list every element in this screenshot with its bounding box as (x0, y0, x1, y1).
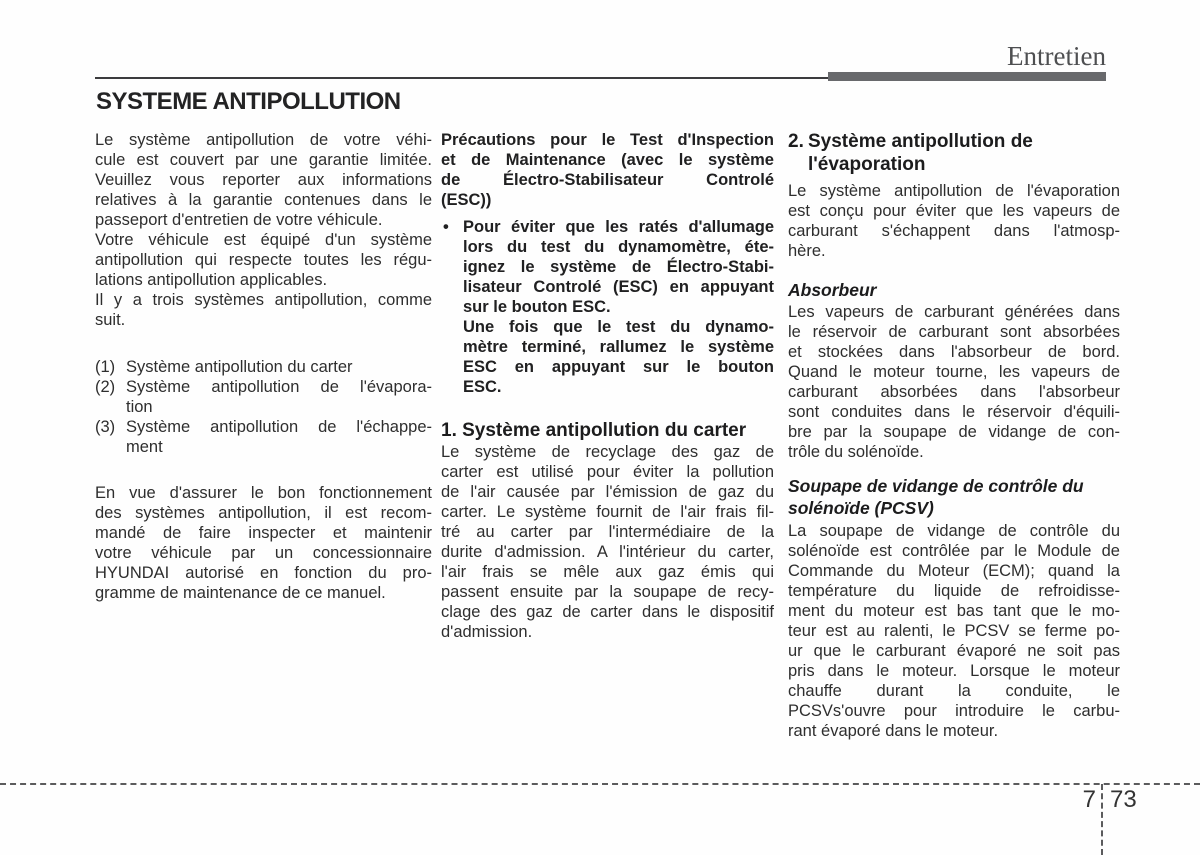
page-number: 73 (1110, 786, 1137, 813)
bullet-text (463, 217, 774, 317)
text-line: PCSVs'ouvre pour introduire le carbu- (788, 702, 1120, 720)
text-line: teur est au ralenti, le PCSV se ferme po- (788, 622, 1120, 640)
precaution-continuation (441, 317, 774, 397)
text-line: Quand le moteur tourne, les vapeurs de (788, 363, 1120, 381)
paragraph-recommendation (95, 483, 432, 603)
text-line: Veuillez vous reporter aux informations (95, 171, 432, 189)
section-number: 2. (788, 131, 804, 152)
text-line: et stockées dans l'absorbeur de bord. (788, 343, 1120, 361)
paragraph-warranty (95, 130, 432, 230)
text-line: chauffe durant la conduite, le (788, 682, 1120, 700)
section-heading-text (808, 130, 1120, 176)
column-right (788, 130, 1120, 741)
text-line: pris dans le moteur. Lorsque le moteur (788, 662, 1120, 680)
text-line: sur le bouton ESC. (463, 298, 611, 316)
text-line: ment (126, 438, 163, 456)
text-line: Votre véhicule est équipé d'un système (95, 231, 432, 249)
list-item-text (126, 377, 432, 417)
text-line: bre par la soupape de vidange de con- (788, 423, 1120, 441)
text-line: Le système antipollution de votre véhi- (95, 131, 432, 149)
text-line: Soupape de vidange de contrôle du (788, 476, 1084, 496)
text-line: Les vapeurs de carburant générées dans (788, 303, 1120, 321)
text-line: Précautions pour le Test d'Inspection (441, 131, 774, 149)
text-line: La soupape de vidange de contrôle du (788, 522, 1120, 540)
text-line: l'évaporation (808, 154, 926, 175)
pcsv-subheading (788, 475, 1120, 519)
text-line: (ESC)) (441, 191, 492, 209)
section-2-intro (788, 181, 1120, 261)
text-line: Système antipollution de l'échappe- (126, 418, 432, 436)
list-item-text (126, 357, 432, 377)
text-line: carburant s'échappent dans l'atmosp- (788, 222, 1120, 240)
paragraph-equipment (95, 230, 432, 290)
section-2-heading (788, 130, 1120, 176)
text-line: ur que le carburant évaporé ne soit pas (788, 642, 1120, 660)
text-line: ESC en appuyant sur le bouton (463, 358, 774, 376)
header-accent-bar (828, 72, 1106, 81)
text-line: température du liquide de refroidisse- (788, 582, 1120, 600)
text-line: Système antipollution de l'évapora- (126, 378, 432, 396)
text-line: tré au carter par l'intermédiaire de la (441, 523, 774, 541)
text-line: solénoïde est contrôlée par le Module de (788, 542, 1120, 560)
column-center (441, 130, 774, 642)
text-line: Le système de recyclage des gaz de (441, 443, 774, 461)
text-line: lors du test du dynamomètre, éte- (463, 238, 774, 256)
absorbeur-body (788, 302, 1120, 462)
list-marker: (2) (95, 378, 116, 396)
text-line: relatives à la garantie contenues dans le (95, 191, 432, 209)
text-line: En vue d'assurer le bon fonctionnement (95, 484, 432, 502)
precautions-heading (441, 130, 774, 210)
antipollution-systems-list (95, 357, 432, 457)
text-line: clage des gaz de carter dans le dispositif (441, 603, 774, 621)
text-line: le réservoir de carburant sont absorbées (788, 323, 1120, 341)
column-left (95, 130, 432, 603)
text-line: ment du moteur est bas tant que le mo- (788, 602, 1120, 620)
list-item-text (126, 417, 432, 457)
text-line: antipollution qui respecte toutes les régu- (95, 251, 432, 269)
text-line: lations antipollution applicables. (95, 271, 328, 289)
page-title: SYSTEME ANTIPOLLUTION (96, 88, 401, 115)
list-item-3 (95, 417, 432, 457)
text-line: et de Maintenance (avec le système (441, 151, 774, 169)
list-item-1 (95, 357, 432, 377)
bullet-marker: • (443, 218, 449, 236)
chapter-number: 7 (1082, 786, 1096, 813)
list-item-2 (95, 377, 432, 417)
footer-dashed-divider (1101, 784, 1103, 855)
text-line: votre véhicule par un concessionnaire (95, 544, 432, 562)
text-line: carter est utilisé pour éviter la pollution (441, 463, 774, 481)
absorbeur-subheading: Absorbeur (788, 280, 877, 300)
text-line: mandé de faire inspecter et maintenir (95, 524, 432, 542)
section-1-heading: 1. Système antipollution du carter (441, 420, 747, 441)
text-line: passeport d'entretien de votre véhicule. (95, 211, 383, 229)
text-line: de l'air causée par l'émission de gaz du (441, 483, 774, 501)
text-line: est conçu pour éviter que les vapeurs de (788, 202, 1120, 220)
text-line: de Électro-Stabilisateur Controlé (441, 171, 774, 189)
text-line: trôle du solénoïde. (788, 443, 924, 461)
header-section-label: Entretien (1007, 41, 1106, 71)
precaution-bullet-item (441, 217, 774, 317)
footer-dashed-rule (0, 783, 1200, 785)
text-line: carburant absorbées dans l'absorbeur (788, 383, 1120, 401)
text-line: gramme de maintenance de ce manuel. (95, 584, 386, 602)
text-line: Système antipollution de (808, 131, 1033, 152)
section-1-body (441, 442, 774, 642)
text-line: ESC. (463, 378, 502, 396)
text-line: ignez le système de Électro-Stabi- (463, 258, 774, 276)
text-line: des systèmes antipollution, il est recom- (95, 504, 432, 522)
text-line: cule est couvert par une garantie limitée. (95, 151, 432, 169)
text-line: HYUNDAI autorisé en fonction du pro- (95, 564, 432, 582)
text-line: solénoïde (PCSV) (788, 498, 934, 518)
text-line: hère. (788, 242, 826, 260)
text-line: Une fois que le test du dynamo- (463, 318, 774, 336)
text-line: Pour éviter que les ratés d'allumage (463, 218, 774, 236)
text-line: mètre terminé, rallumez le système (463, 338, 774, 356)
pcsv-body (788, 521, 1120, 741)
text-line: lisateur Controlé (ESC) en appuyant (463, 278, 774, 296)
text-line: durite d'admission. A l'intérieur du carter, (441, 543, 774, 561)
text-line: sont conduites dans le réservoir d'équili- (788, 403, 1120, 421)
text-line: d'admission. (441, 623, 533, 641)
text-line: Il y a trois systèmes antipollution, comme (95, 291, 432, 309)
text-line: carter. Le système fournit de l'air frais fil- (441, 503, 774, 521)
paragraph-three-systems (95, 290, 432, 330)
text-line: rant évaporé dans le moteur. (788, 722, 999, 740)
header-rule-thin (95, 77, 832, 79)
text-line: tion (126, 398, 153, 416)
text-line: passent ensuite par la soupape de recy- (441, 583, 774, 601)
text-line: Système antipollution du carter (126, 358, 353, 376)
text-line: Le système antipollution de l'évaporation (788, 182, 1120, 200)
text-line: suit. (95, 311, 126, 329)
text-line: l'air frais se mêle aux gaz émis qui (441, 563, 774, 581)
list-marker: (1) (95, 358, 116, 376)
list-marker: (3) (95, 418, 116, 436)
text-line: Commande du Moteur (ECM); quand la (788, 562, 1120, 580)
